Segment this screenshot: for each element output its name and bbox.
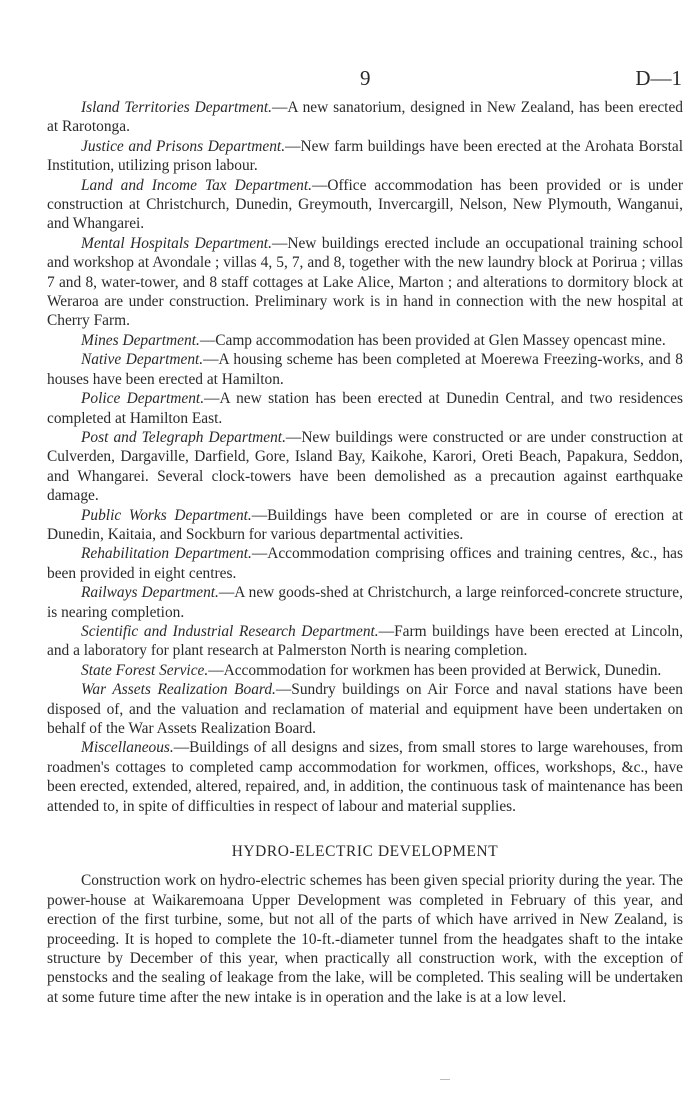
paragraph-heading: Land and Income Tax Department.: [81, 176, 312, 194]
footer-mark: [440, 1079, 450, 1080]
paragraph-text: —New buildings were constructed or are under construction at Culverden, Dargaville, Darfield, Gore, Island Bay, Kaikohe, Karori, Oreti Beach, Papakura, Seddon, and Whangarei. Several clock-towers have been demolished as a precaution against earthquake damage.: [47, 428, 683, 505]
paragraph-heading: Miscellaneous.: [81, 739, 174, 757]
paragraph-railways: [47, 583, 683, 622]
paragraph-war-assets: [47, 680, 683, 738]
paragraph-public-works: [47, 506, 683, 545]
paragraph-text: —Buildings have been completed or are in course of erection at Dunedin, Kaitaia, and Sockburn for various departmental activities.: [47, 506, 683, 543]
paragraph-heading: Native Department.: [81, 351, 204, 369]
paragraph-heading: Public Works Department.: [81, 506, 252, 524]
paragraph-heading: Rehabilitation Department.: [81, 545, 252, 563]
paragraph-heading: Mental Hospitals Department.: [81, 234, 272, 252]
paragraph-heading: War Assets Realization Board.: [81, 681, 276, 699]
paragraph-heading: Island Territories Department.: [81, 99, 272, 116]
paragraph-text: —Office accommodation has been provided or is under construction at Christchurch, Dunedin, Greymouth, Invercargill, Nelson, New Plymouth, Wanganui, and Whangarei.: [47, 176, 683, 233]
paragraph-heading: Police Department.: [81, 390, 205, 408]
paragraph-rehabilitation: [47, 544, 683, 583]
section-title: HYDRO-ELECTRIC DEVELOPMENT: [231, 843, 499, 861]
paragraph-text: —Camp accommodation has been provided at Glen Massey opencast mine.: [199, 331, 666, 349]
paragraph-land-income-tax: [47, 176, 683, 234]
paragraph-text: —Buildings of all designs and sizes, from small stores to large warehouses, from roadmen's cottages to completed camp accommodation for workmen, offices, workshops, &c., have been erected, extended, altered, repaired, and, in addition, the continuous task of maintenance has been attended to, in spite of difficulties in respect of labour and material supplies.: [47, 739, 683, 815]
document-reference: D—1: [635, 66, 682, 90]
page-number: 9: [360, 66, 371, 90]
paragraph-text: —A housing scheme has been completed at Moerewa Freezing-works, and 8 houses have been erected at Hamilton.: [47, 351, 683, 388]
section-paragraph: Construction work on hydro-electric schemes has been given special priority during the year. The power-house at Waikaremoana Upper Development was completed in February of this year, and erection of the first turbine, some, but not all of the parts of which have arrived in New Zealand, is proceeding. It is hoped to complete the 10-ft.-diameter tunnel from the headgates shaft to the intake structure by December of this year, when practically all construction work, with the exception of penstocks and the sealing of leakage from the lake, will be completed. This sealing will be undertaken at some future time after the new intake is in operation and the lake is at a low level.: [47, 872, 683, 1006]
paragraph-text: —Accommodation for workmen has been provided at Berwick, Dunedin.: [208, 661, 662, 679]
paragraph-text: —New buildings erected include an occupational training school and workshop at Avondale ; villas 4, 5, 7, and 8, together with the new laundry block at Porirua ; villas 7 and 8, water-tower, and 8 staff cottages at Lake Alice, Marton ; and alterations to dormitory block at Weraroa are under construction. Preliminary work is in hand in connection with the new hospital at Cherry Farm.: [47, 234, 683, 330]
paragraph-heading: Scientific and Industrial Research Department.: [81, 622, 379, 640]
paragraph-heading: Justice and Prisons Department.: [81, 137, 286, 155]
paragraph-heading: State Forest Service.: [81, 661, 209, 679]
paragraph-text: —A new station has been erected at Dunedin Central, and two residences completed at Hamilton East.: [47, 390, 684, 427]
paragraph-justice-prisons: [47, 137, 683, 176]
paragraph-mines: [47, 331, 683, 350]
paragraph-text: —A new goods-shed at Christchurch, a large reinforced-concrete structure, is nearing completion.: [47, 584, 683, 621]
paragraph-text: —Farm buildings have been erected at Lincoln, and a laboratory for plant research at Palmerston North is nearing completion.: [47, 622, 683, 660]
paragraph-post-telegraph: [47, 428, 683, 506]
body-text: [47, 98, 683, 1007]
paragraph-miscellaneous: [47, 738, 683, 816]
paragraph-text: —Sundry buildings on Air Force and naval stations have been disposed of, and the valuation and reclamation of material and equipment have been undertaken on behalf of the War Assets Realization Board.: [47, 681, 683, 737]
paragraph-text: —Accommodation comprising offices and training centres, &c., has been provided in eight centres.: [47, 545, 683, 582]
paragraph-mental-hospitals: [47, 234, 683, 331]
paragraph-text: —A new sanatorium, designed in New Zealand, has been erected at Rarotonga.: [47, 99, 683, 136]
paragraph-scientific-research: [47, 622, 683, 661]
paragraph-island-territories: [47, 98, 683, 137]
paragraph-heading: Post and Telegraph Department.: [81, 428, 286, 446]
paragraph-text: —New farm buildings have been erected at the Arohata Borstal Institution, utilizing prison labour.: [47, 137, 683, 175]
page-header: [0, 66, 700, 90]
paragraph-state-forest: [47, 661, 683, 680]
paragraph-heading: Mines Department.: [81, 331, 200, 349]
paragraph-native: [47, 350, 683, 389]
paragraph-police: [47, 389, 683, 428]
paragraph-heading: Railways Department.: [81, 584, 219, 602]
